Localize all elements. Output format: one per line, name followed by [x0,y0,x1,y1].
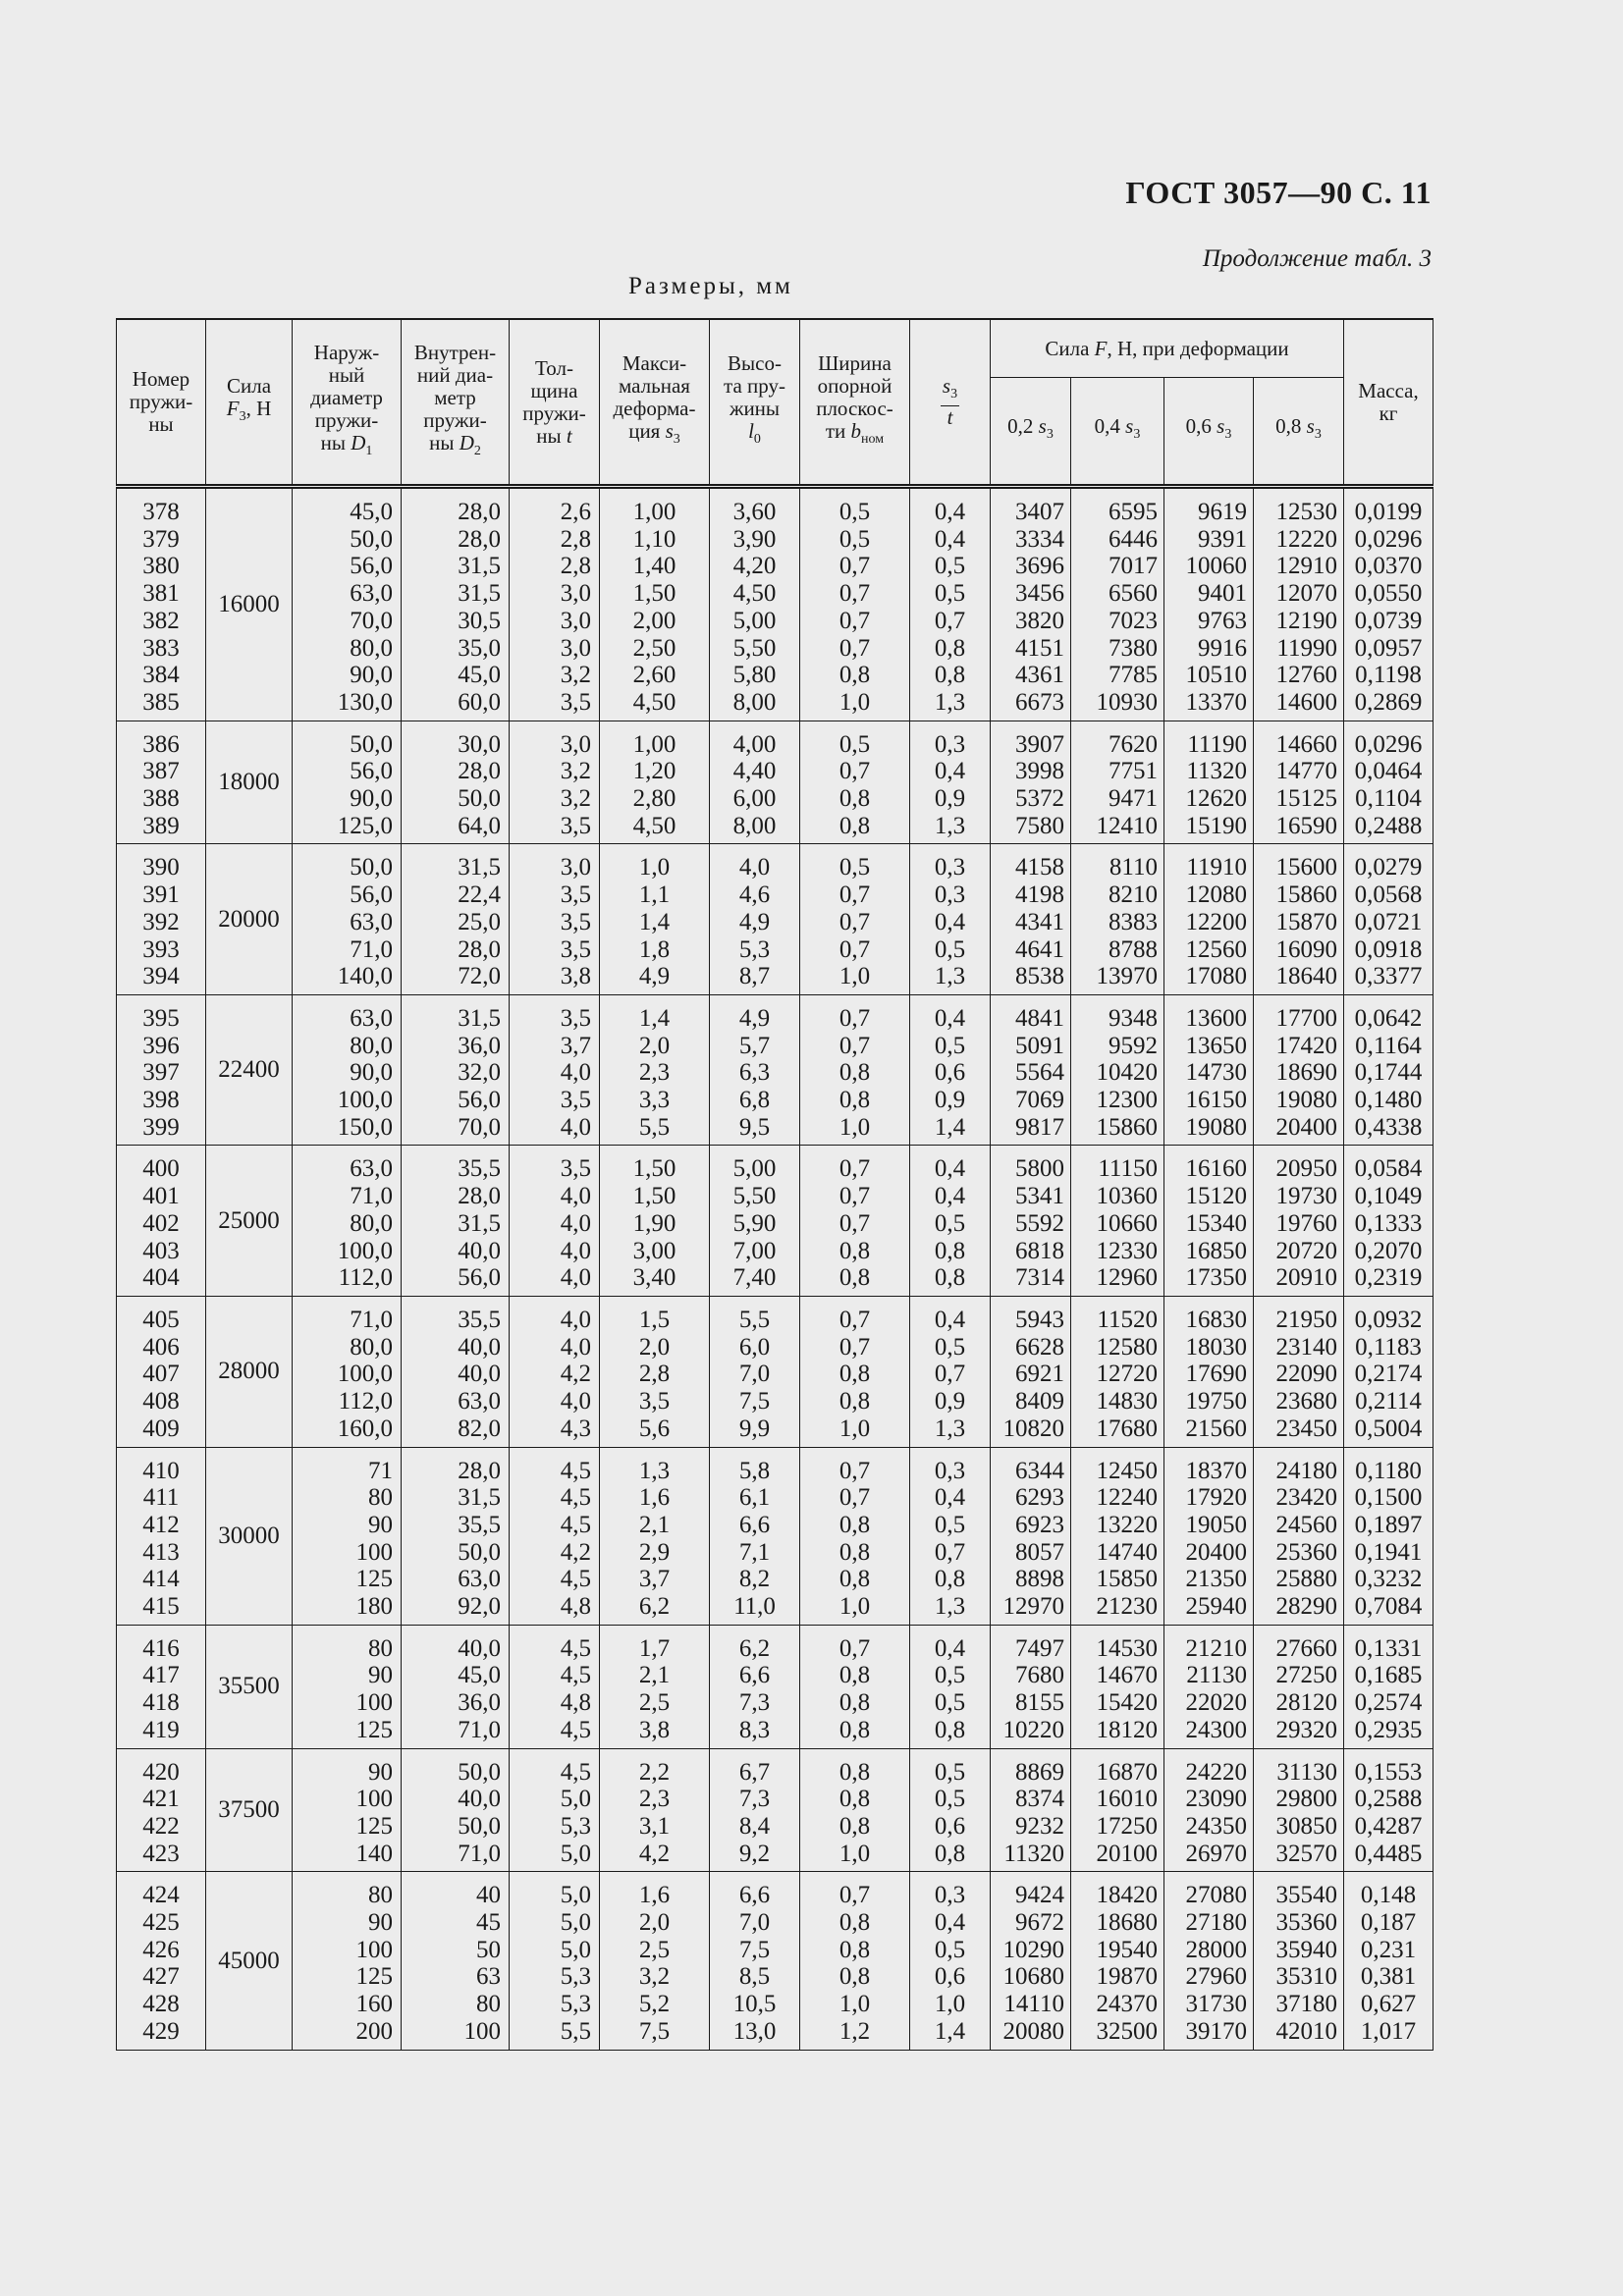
cell-d2: 30,0 28,0 50,0 64,0 [402,721,510,844]
cell-ratio: 0,4 0,4 0,5 0,8 0,8 [910,1146,991,1297]
cell-d1: 45,0 50,0 56,0 63,0 70,0 80,0 90,0 130,0 [293,487,402,721]
spring-group [117,844,1434,995]
cell-width: 0,7 0,7 0,7 0,8 0,8 [800,1146,910,1297]
cell-max-deformation: 1,0 1,1 1,4 1,8 4,9 [600,844,710,995]
cell-f06: 27080 27180 28000 27960 31730 39170 [1164,1872,1254,2050]
cell-f08: 15600 15860 15870 16090 18640 [1254,844,1344,995]
spring-group [117,1146,1434,1297]
cell-f06: 9619 9391 10060 9401 9763 9916 10510 13370 [1164,487,1254,721]
cell-max-deformation: 1,3 1,6 2,1 2,9 3,7 6,2 [600,1447,710,1625]
spring-group [117,1625,1434,1748]
cell-ratio: 0,3 0,4 0,9 1,3 [910,721,991,844]
cell-thickness: 4,5 4,5 4,8 4,5 [510,1625,600,1748]
cell-f08: 12530 12220 12910 12070 12190 11990 12760 14600 [1254,487,1344,721]
cell-number: 420 421 422 423 [117,1748,206,1872]
cell-force: 18000 [206,721,293,844]
cell-thickness: 5,0 5,0 5,0 5,3 5,3 5,5 [510,1872,600,2050]
cell-number: 405 406 407 408 409 [117,1296,206,1447]
cell-d1: 63,0 71,0 80,0 100,0 112,0 [293,1146,402,1297]
cell-mass: 0,1553 0,2588 0,4287 0,4485 [1344,1748,1434,1872]
cell-force: 16000 [206,487,293,721]
cell-f08: 14660 14770 15125 16590 [1254,721,1344,844]
col-header-thickness: Тол- щина пружи- ны t [510,319,600,487]
table-row [117,721,1434,844]
table-row [117,1625,1434,1748]
cell-f06: 21210 21130 22020 24300 [1164,1625,1254,1748]
cell-mass: 0,148 0,187 0,231 0,381 0,627 1,017 [1344,1872,1434,2050]
cell-number: 424 425 426 427 428 429 [117,1872,206,2050]
cell-d2: 35,5 40,0 40,0 63,0 82,0 [402,1296,510,1447]
cell-mass: 0,1180 0,1500 0,1897 0,1941 0,3232 0,7084 [1344,1447,1434,1625]
cell-d1: 90 100 125 140 [293,1748,402,1872]
cell-force: 20000 [206,844,293,995]
cell-f08: 24180 23420 24560 25360 25880 28290 [1254,1447,1344,1625]
cell-number: 395 396 397 398 399 [117,994,206,1146]
cell-mass: 0,0296 0,0464 0,1104 0,2488 [1344,721,1434,844]
cell-d2: 50,0 40,0 50,0 71,0 [402,1748,510,1872]
table-row [117,1296,1434,1447]
table-header [117,319,1434,487]
spring-group [117,721,1434,844]
cell-ratio: 0,4 0,5 0,6 0,9 1,4 [910,994,991,1146]
cell-f04: 14530 14670 15420 18120 [1071,1625,1164,1748]
cell-max-deformation: 1,5 2,0 2,8 3,5 5,6 [600,1296,710,1447]
spring-group [117,1748,1434,1872]
spring-spec-table [116,318,1434,2051]
cell-f08: 31130 29800 30850 32570 [1254,1748,1344,1872]
cell-thickness: 4,0 4,0 4,2 4,0 4,3 [510,1296,600,1447]
cell-f04: 9348 9592 10420 12300 15860 [1071,994,1164,1146]
cell-number: 378 379 380 381 382 383 384 385 [117,487,206,721]
cell-f04: 12450 12240 13220 14740 15850 21230 [1071,1447,1164,1625]
table-units-caption: Размеры, мм [628,273,793,299]
cell-height: 6,2 6,6 7,3 8,3 [710,1625,800,1748]
cell-ratio: 0,3 0,3 0,4 0,5 1,3 [910,844,991,995]
cell-f02: 6344 6293 6923 8057 8898 12970 [991,1447,1071,1625]
cell-d1: 63,0 80,0 90,0 100,0 150,0 [293,994,402,1146]
cell-mass: 0,0199 0,0296 0,0370 0,0550 0,0739 0,0957 0,1198 0,2869 [1344,487,1434,721]
cell-width: 0,5 0,7 0,7 0,7 1,0 [800,844,910,995]
table-row [117,487,1434,721]
cell-number: 386 387 388 389 [117,721,206,844]
cell-force: 45000 [206,1872,293,2050]
col-header-width: Ширина опорной плоскос- ти $b_{ном}$ [800,319,910,487]
col-header-d2: Внутрен- ний диа- метр пружи- ны $D_2$ [402,319,510,487]
cell-ratio: 0,4 0,5 0,7 0,9 1,3 [910,1296,991,1447]
spring-group [117,994,1434,1146]
col-header-mass: Масса, кг [1344,319,1434,487]
cell-d2: 28,0 31,5 35,5 50,0 63,0 92,0 [402,1447,510,1625]
cell-f04: 11150 10360 10660 12330 12960 [1071,1146,1164,1297]
table-row [117,1146,1434,1297]
cell-f04: 16870 16010 17250 20100 [1071,1748,1164,1872]
cell-f06: 16160 15120 15340 16850 17350 [1164,1146,1254,1297]
col-header-f08: 0,8 $s_3$ [1254,378,1344,487]
col-header-f02: 0,2 $s_3$ [991,378,1071,487]
spring-group [117,487,1434,721]
cell-thickness: 3,5 3,7 4,0 3,5 4,0 [510,994,600,1146]
cell-d1: 71,0 80,0 100,0 112,0 160,0 [293,1296,402,1447]
page-header-title: ГОСТ 3057—90 С. 11 [1125,175,1432,210]
col-header-number: Номер пружи- ны [117,319,206,487]
cell-ratio: 0,3 0,4 0,5 0,7 0,8 1,3 [910,1447,991,1625]
cell-d2: 35,5 28,0 31,5 40,0 56,0 [402,1146,510,1297]
cell-height: 5,00 5,50 5,90 7,00 7,40 [710,1146,800,1297]
cell-f02: 5800 5341 5592 6818 7314 [991,1146,1071,1297]
col-header-height: Высо- та пру- жины $l_0$ [710,319,800,487]
cell-max-deformation: 2,2 2,3 3,1 4,2 [600,1748,710,1872]
cell-f02: 4841 5091 5564 7069 9817 [991,994,1071,1146]
cell-f08: 20950 19730 19760 20720 20910 [1254,1146,1344,1297]
cell-width: 0,5 0,5 0,7 0,7 0,7 0,7 0,8 1,0 [800,487,910,721]
cell-max-deformation: 1,7 2,1 2,5 3,8 [600,1625,710,1748]
cell-d1: 71 80 90 100 125 180 [293,1447,402,1625]
spring-group [117,1296,1434,1447]
cell-force: 37500 [206,1748,293,1872]
cell-max-deformation: 1,4 2,0 2,3 3,3 5,5 [600,994,710,1146]
cell-mass: 0,0932 0,1183 0,2174 0,2114 0,5004 [1344,1296,1434,1447]
cell-thickness: 3,5 4,0 4,0 4,0 4,0 [510,1146,600,1297]
cell-force: 25000 [206,1146,293,1297]
cell-thickness: 4,5 5,0 5,3 5,0 [510,1748,600,1872]
cell-f08: 21950 23140 22090 23680 23450 [1254,1296,1344,1447]
col-header-f04: 0,4 $s_3$ [1071,378,1164,487]
col-header-force-group: Сила F, Н, при деформации [991,319,1344,378]
cell-ratio: 0,4 0,5 0,5 0,8 [910,1625,991,1748]
cell-max-deformation: 1,50 1,50 1,90 3,00 3,40 [600,1146,710,1297]
cell-height: 5,8 6,1 6,6 7,1 8,2 11,0 [710,1447,800,1625]
cell-ratio: 0,4 0,4 0,5 0,5 0,7 0,8 0,8 1,3 [910,487,991,721]
cell-mass: 0,0642 0,1164 0,1744 0,1480 0,4338 [1344,994,1434,1146]
cell-force: 35500 [206,1625,293,1748]
cell-width: 0,7 0,7 0,8 0,8 1,0 [800,994,910,1146]
cell-force: 28000 [206,1296,293,1447]
cell-d2: 40,0 45,0 36,0 71,0 [402,1625,510,1748]
cell-force: 30000 [206,1447,293,1625]
spring-group [117,1447,1434,1625]
cell-mass: 0,1331 0,1685 0,2574 0,2935 [1344,1625,1434,1748]
spring-group [117,1872,1434,2050]
cell-number: 400 401 402 403 404 [117,1146,206,1297]
cell-f02: 4158 4198 4341 4641 8538 [991,844,1071,995]
cell-f06: 18370 17920 19050 20400 21350 25940 [1164,1447,1254,1625]
cell-force: 22400 [206,994,293,1146]
table-row [117,1748,1434,1872]
cell-number: 410 411 412 413 414 415 [117,1447,206,1625]
cell-d2: 40 45 50 63 80 100 [402,1872,510,2050]
cell-mass: 0,0584 0,1049 0,1333 0,2070 0,2319 [1344,1146,1434,1297]
cell-f02: 8869 8374 9232 11320 [991,1748,1071,1872]
cell-f02: 9424 9672 10290 10680 14110 20080 [991,1872,1071,2050]
cell-max-deformation: 1,00 1,10 1,40 1,50 2,00 2,50 2,60 4,50 [600,487,710,721]
cell-f04: 7620 7751 9471 12410 [1071,721,1164,844]
cell-f06: 24220 23090 24350 26970 [1164,1748,1254,1872]
cell-f08: 35540 35360 35940 35310 37180 42010 [1254,1872,1344,2050]
cell-height: 5,5 6,0 7,0 7,5 9,9 [710,1296,800,1447]
cell-f06: 16830 18030 17690 19750 21560 [1164,1296,1254,1447]
table-row [117,844,1434,995]
table-continuation-note: Продолжение табл. 3 [1202,245,1432,272]
cell-height: 4,00 4,40 6,00 8,00 [710,721,800,844]
cell-d2: 28,0 28,0 31,5 31,5 30,5 35,0 45,0 60,0 [402,487,510,721]
cell-f02: 3407 3334 3696 3456 3820 4151 4361 6673 [991,487,1071,721]
col-header-ratio: $\frac{s_3}{t}$ [910,319,991,487]
col-header-f06: 0,6 $s_3$ [1164,378,1254,487]
cell-height: 6,6 7,0 7,5 8,5 10,5 13,0 [710,1872,800,2050]
cell-number: 390 391 392 393 394 [117,844,206,995]
cell-thickness: 4,5 4,5 4,5 4,2 4,5 4,8 [510,1447,600,1625]
cell-f04: 11520 12580 12720 14830 17680 [1071,1296,1164,1447]
cell-d1: 50,0 56,0 63,0 71,0 140,0 [293,844,402,995]
cell-ratio: 0,5 0,5 0,6 0,8 [910,1748,991,1872]
cell-width: 0,8 0,8 0,8 1,0 [800,1748,910,1872]
cell-number: 416 417 418 419 [117,1625,206,1748]
cell-f08: 27660 27250 28120 29320 [1254,1625,1344,1748]
cell-f04: 18420 18680 19540 19870 24370 32500 [1071,1872,1164,2050]
cell-width: 0,7 0,8 0,8 0,8 [800,1625,910,1748]
cell-f02: 5943 6628 6921 8409 10820 [991,1296,1071,1447]
cell-max-deformation: 1,00 1,20 2,80 4,50 [600,721,710,844]
cell-d2: 31,5 36,0 32,0 56,0 70,0 [402,994,510,1146]
col-header-max-deformation: Макси- мальная деформа- ция $s_3$ [600,319,710,487]
cell-f06: 11190 11320 12620 15190 [1164,721,1254,844]
cell-f02: 7497 7680 8155 10220 [991,1625,1071,1748]
cell-width: 0,7 0,7 0,8 0,8 1,0 [800,1296,910,1447]
cell-f04: 8110 8210 8383 8788 13970 [1071,844,1164,995]
col-header-d1: Наруж- ный диаметр пружи- ны $D_1$ [293,319,402,487]
cell-thickness: 2,6 2,8 2,8 3,0 3,0 3,0 3,2 3,5 [510,487,600,721]
cell-mass: 0,0279 0,0568 0,0721 0,0918 0,3377 [1344,844,1434,995]
cell-f06: 13600 13650 14730 16150 19080 [1164,994,1254,1146]
cell-d1: 80 90 100 125 160 200 [293,1872,402,2050]
table-row [117,1872,1434,2050]
cell-f04: 6595 6446 7017 6560 7023 7380 7785 10930 [1071,487,1164,721]
cell-ratio: 0,3 0,4 0,5 0,6 1,0 1,4 [910,1872,991,2050]
table-row [117,1447,1434,1625]
cell-width: 0,7 0,8 0,8 0,8 1,0 1,2 [800,1872,910,2050]
cell-height: 4,0 4,6 4,9 5,3 8,7 [710,844,800,995]
cell-d2: 31,5 22,4 25,0 28,0 72,0 [402,844,510,995]
cell-f08: 17700 17420 18690 19080 20400 [1254,994,1344,1146]
cell-d1: 80 90 100 125 [293,1625,402,1748]
cell-width: 0,5 0,7 0,8 0,8 [800,721,910,844]
cell-height: 3,60 3,90 4,20 4,50 5,00 5,50 5,80 8,00 [710,487,800,721]
cell-thickness: 3,0 3,2 3,2 3,5 [510,721,600,844]
cell-thickness: 3,0 3,5 3,5 3,5 3,8 [510,844,600,995]
col-header-force: Сила $F_3$, Н [206,319,293,487]
cell-f02: 3907 3998 5372 7580 [991,721,1071,844]
cell-f06: 11910 12080 12200 12560 17080 [1164,844,1254,995]
cell-width: 0,7 0,7 0,8 0,8 0,8 1,0 [800,1447,910,1625]
cell-height: 6,7 7,3 8,4 9,2 [710,1748,800,1872]
table-row [117,994,1434,1146]
cell-max-deformation: 1,6 2,0 2,5 3,2 5,2 7,5 [600,1872,710,2050]
cell-d1: 50,0 56,0 90,0 125,0 [293,721,402,844]
cell-height: 4,9 5,7 6,3 6,8 9,5 [710,994,800,1146]
